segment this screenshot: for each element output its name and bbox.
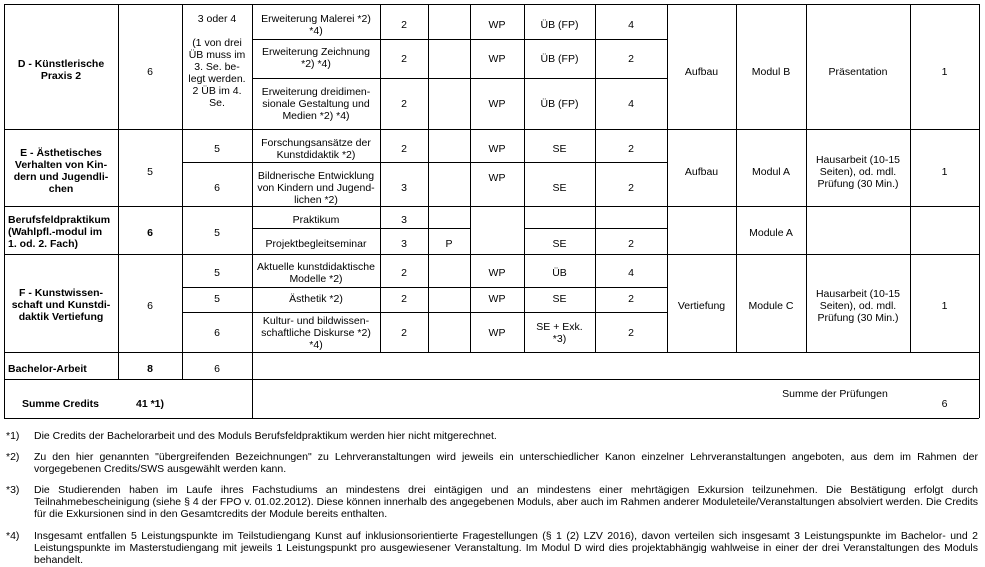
module-credits: 8 [147,363,153,375]
course-cp: 4 [628,267,634,279]
module-phase: Aufbau [684,166,719,178]
footnote-text: Die Credits der Bachelorarbeit und des Moduls Berufsfeldpraktikum werden hier nicht mitgerechnet. [34,430,497,442]
course-title: Forschungsansätze der Kunstdidaktik *2) [261,137,371,161]
module-group: Module C [748,300,794,312]
module-credits: 5 [147,166,153,178]
module-name: Bachelor-Arbeit [8,363,87,375]
course-form: SE [552,238,567,250]
course-sws: 2 [401,327,407,339]
module-name: F - Kunstwissen- schaft und Kunstdi- daktik Vertiefung [11,287,111,323]
course-form: SE + Exk. *3) [536,321,583,345]
exam-count: 1 [941,166,948,178]
course-sws: 2 [401,19,407,31]
course-status: WP [488,172,506,184]
module-group: Module A [749,227,793,239]
course-semester: 5 [214,293,220,305]
module-credits: 6 [147,66,153,78]
exam-form: Präsentation [828,66,888,78]
course-status: WP [488,267,506,279]
course-status: WP [488,293,506,305]
course-status: WP [488,53,506,65]
course-status: P [445,238,453,250]
exam-form: Hausarbeit (10-15 Seiten), od. mdl. Prüfung (30 Min.) [815,288,901,324]
course-cp: 2 [628,143,634,155]
course-title: Ästhetik *2) [289,293,343,305]
course-cp: 4 [628,98,634,110]
course-sws: 2 [401,53,407,65]
course-title: Bildnerische Entwicklung von Kindern und Jugend- lichen *2) [257,170,375,206]
footnote-text: Zu den hier genannten "übergreifenden Bezeichnungen" zu Lehrveranstaltungen wird jeweils ein unterschiedlicher Kanon einzelner Lehrveranstaltungen angeboten, aus dem im Rahmen der vorgegebenen Credits/SWS ausgewählt werden kann. [34,451,978,475]
course-title: Projektbegleitseminar [265,238,367,250]
total-credits-label: Summe Credits [22,398,100,410]
exam-count: 1 [941,66,948,78]
footnote-text: Insgesamt entfallen 5 Leistungspunkte im Teilstudiengang Kunst auf inklusionsorientierte Fragestellungen (§ 1 (2) LZV 2016), davon verteilen sich insgesamt 3 Leistungspunkte im Bachelor- und 2 Leistungspunkte im Masterstudiengang mit jeweils 1 Leistungspunkt pro ausgewiesener Veranstaltung. Im Modul D wird dies projektabhängig wahlweise in einer der drei Veranstaltungen des Moduls behandelt. [34,530,978,566]
footnote-text: Die Studierenden haben im Laufe ihres Fachstudiums an mindestens drei eintägigen und an mindestens einer mehrtägigen Exkursion teilzunehmen. Die Bestätigung erfolgt durch Teilnahmebescheinigung (siehe § 4 der FPO v. 01.02.2012). Diese können innerhalb des angegebenen Moduls, aber auch im Rahmen anderer Moduleteile/Veranstaltungen absolviert werden. Die Credits für die Exkursionen sind in den Gesamtcredits der Module bereits enthalten. [34,484,978,520]
course-cp: 2 [628,53,634,65]
total-credits-value: 41 *1) [135,398,165,410]
footnote-mark: *3) [6,484,20,496]
course-form: ÜB (FP) [540,53,579,65]
course-form: SE [552,293,567,305]
course-cp: 2 [628,293,634,305]
course-form: ÜB (FP) [540,98,579,110]
course-cp: 2 [628,182,634,194]
module-credits: 6 [147,227,153,239]
footnote-mark: *1) [6,430,20,442]
footnote-mark: *4) [6,530,20,542]
course-cp: 2 [628,327,634,339]
course-semester: 6 [214,363,220,375]
course-status: WP [488,19,506,31]
total-exams-label: Summe der Prüfungen [782,388,888,400]
course-sws: 2 [401,293,407,305]
exam-count: 1 [941,300,948,312]
module-name: Berufsfeldpraktikum (Wahlpfl.-modul im 1. od. 2. Fach) [8,214,111,250]
course-title: Erweiterung dreidimen- sionale Gestaltung und Medien *2) *4) [261,86,371,122]
course-semester: 5 [214,143,220,155]
course-status: WP [488,98,506,110]
course-sws: 2 [401,98,407,110]
course-title: Erweiterung Zeichnung *2) *4) [262,46,370,70]
module-phase: Vertiefung [677,300,726,312]
module-name: D - Künstlerische Praxis 2 [17,58,105,82]
footnote-mark: *2) [6,451,20,463]
course-sws: 3 [401,238,407,250]
module-phase: Aufbau [684,66,719,78]
course-sws: 2 [401,143,407,155]
course-form: SE [552,182,567,194]
course-title: Praktikum [292,214,340,226]
course-sws: 2 [401,267,407,279]
course-semester: 6 [214,327,220,339]
total-exams-value: 6 [941,398,948,410]
course-status: WP [488,143,506,155]
course-cp: 4 [628,19,634,31]
course-cp: 2 [628,238,634,250]
course-semester: 5 [214,267,220,279]
course-title: Aktuelle kunstdidaktische Modelle *2) [257,261,375,285]
course-title: Kultur- und bildwissen- schaftliche Diskurse *2) *4) [261,315,371,351]
course-semester: 6 [214,182,220,194]
module-group: Modul A [752,166,790,178]
course-form: ÜB (FP) [540,19,579,31]
module-credits: 6 [147,300,153,312]
course-form: ÜB [552,267,567,279]
exam-form: Hausarbeit (10-15 Seiten), od. mdl. Prüfung (30 Min.) [815,154,901,190]
course-form: SE [552,143,567,155]
course-title: Erweiterung Malerei *2) *4) [261,13,371,37]
module-group: Modul B [751,66,791,78]
course-semester: 5 [214,227,220,239]
course-sws: 3 [401,182,407,194]
semester-note: 3 oder 4 (1 von drei ÜB muss im 3. Se. be- legt werden. 2 ÜB im 4. Se. [188,13,246,109]
course-sws: 3 [401,214,407,226]
course-status: WP [488,327,506,339]
module-name: E - Ästhetisches Verhalten von Kin- dern und Jugendli- chen [13,147,109,195]
